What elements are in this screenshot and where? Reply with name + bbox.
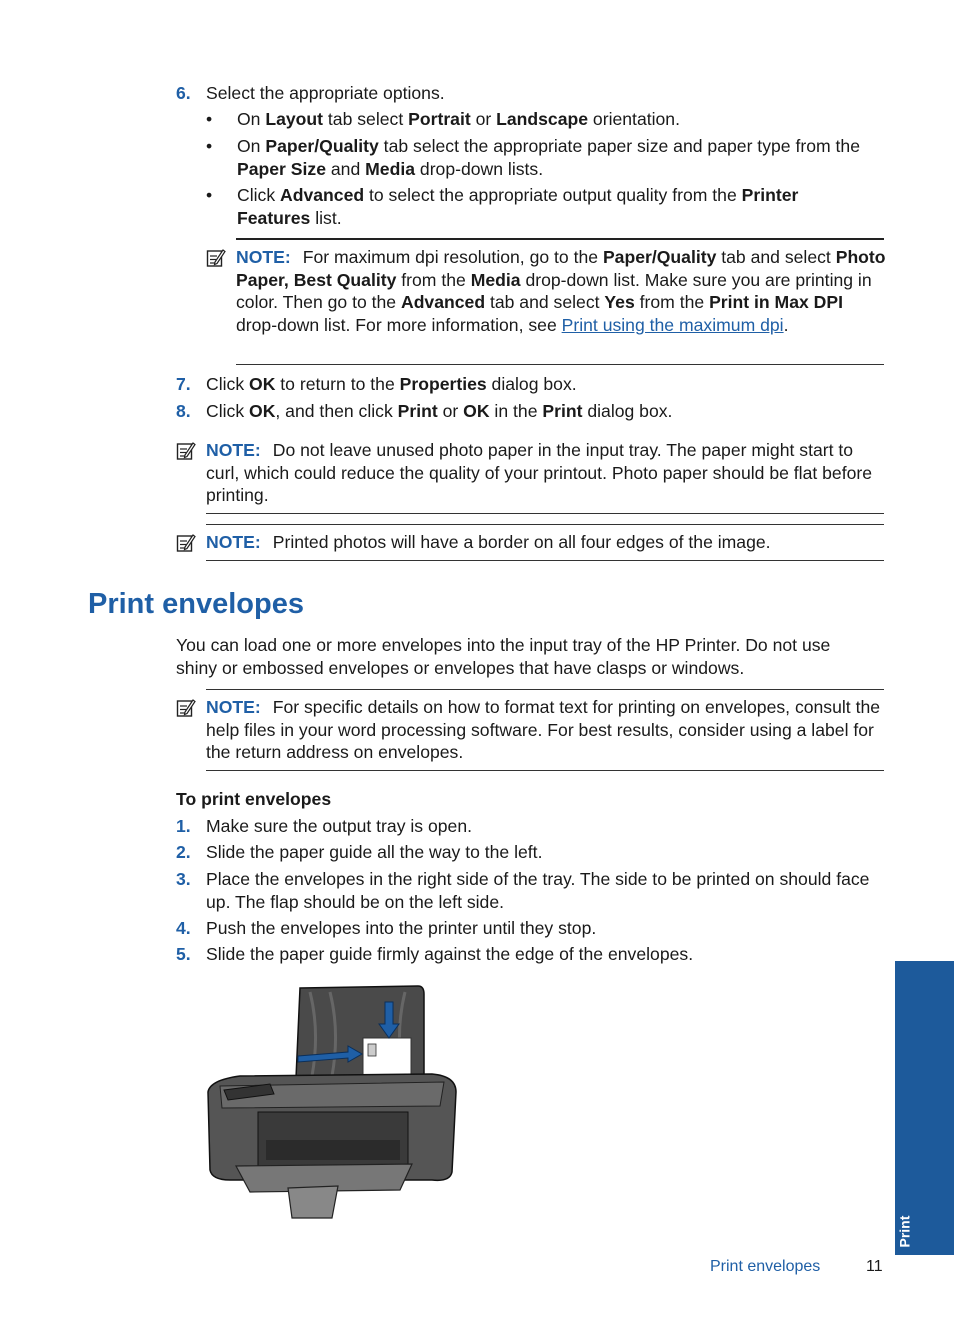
bullet: • — [206, 185, 213, 205]
printer-illustration — [200, 982, 462, 1222]
page-number: 11 — [866, 1258, 883, 1275]
section-title: Print envelopes — [88, 588, 304, 620]
note-bottom-rule — [206, 513, 884, 514]
note-icon — [176, 533, 196, 553]
step-number: 4. — [176, 918, 191, 938]
step-text: Make sure the output tray is open. — [206, 816, 473, 836]
step-text: Click OK, and then click Print or OK in the Print dialog box. — [206, 401, 673, 421]
step-text: Select the appropriate options. — [206, 83, 445, 103]
note-icon — [206, 248, 226, 268]
step-number: 3. — [176, 869, 191, 889]
bullet-text: On Paper/Quality tab select the appropriate paper size and paper type from the Paper Size and Media drop-down lists. — [237, 136, 860, 179]
note-top-rule — [206, 689, 884, 690]
note-text: NOTE: Printed photos will have a border on all four edges of the image. — [206, 532, 771, 552]
intro-paragraph: You can load one or more envelopes into the input tray of the HP Printer. Do not use shiny or embossed envelopes or envelopes that have clasps or windows. — [176, 635, 831, 678]
chapter-tab-label: Print — [896, 1215, 913, 1247]
step-text: Slide the paper guide firmly against the edge of the envelopes. — [206, 944, 694, 964]
note-bottom-rule — [236, 364, 884, 365]
footer-section: Print envelopes — [710, 1258, 821, 1275]
step-text: Place the envelopes in the right side of the tray. The side to be printed on should face up. The flap should be on the left side. — [206, 869, 870, 912]
note-bottom-rule — [206, 770, 884, 771]
step-number: 6. — [176, 83, 191, 103]
note-text: NOTE: For specific details on how to format text for printing on envelopes, consult the help files in your word processing software. For best results, consider using a label for the return address on envelopes. — [206, 697, 881, 762]
note-top-rule — [206, 524, 884, 525]
bullet-text: On Layout tab select Portrait or Landscape orientation. — [237, 109, 680, 129]
bullet-text: Click Advanced to select the appropriate output quality from the Printer Features list. — [237, 185, 799, 228]
note-top-rule — [236, 238, 884, 240]
bullet: • — [206, 136, 213, 156]
step-number: 2. — [176, 842, 191, 862]
step-number: 8. — [176, 401, 191, 421]
chapter-tab — [895, 961, 954, 1255]
note-icon — [176, 698, 196, 718]
step-text: Click OK to return to the Properties dialog box. — [206, 374, 577, 394]
note-text: NOTE: Do not leave unused photo paper in the input tray. The paper might start to curl, which could reduce the quality of your printout. Photo paper should be flat before printing. — [206, 440, 873, 505]
procedure-title: To print envelopes — [176, 789, 332, 809]
note-icon — [176, 441, 196, 461]
step-number: 7. — [176, 374, 191, 394]
step-number: 1. — [176, 816, 191, 836]
note-bottom-rule — [206, 560, 884, 561]
step-number: 5. — [176, 944, 191, 964]
max-dpi-link[interactable]: Print using the maximum dpi — [561, 314, 784, 335]
step-text: Slide the paper guide all the way to the left. — [206, 842, 543, 862]
note-text: NOTE: For maximum dpi resolution, go to the Paper/Quality tab and select Photo Paper, Best Quality from the Media drop-down list. Make sure you are printing in color. Then go to the Advanced tab and select Yes from the Print in Max DPI drop-down list. For more information, see Print using the maximum dpi. — [236, 247, 886, 335]
step-text: Push the envelopes into the printer until they stop. — [206, 918, 597, 938]
bullet: • — [206, 109, 213, 129]
